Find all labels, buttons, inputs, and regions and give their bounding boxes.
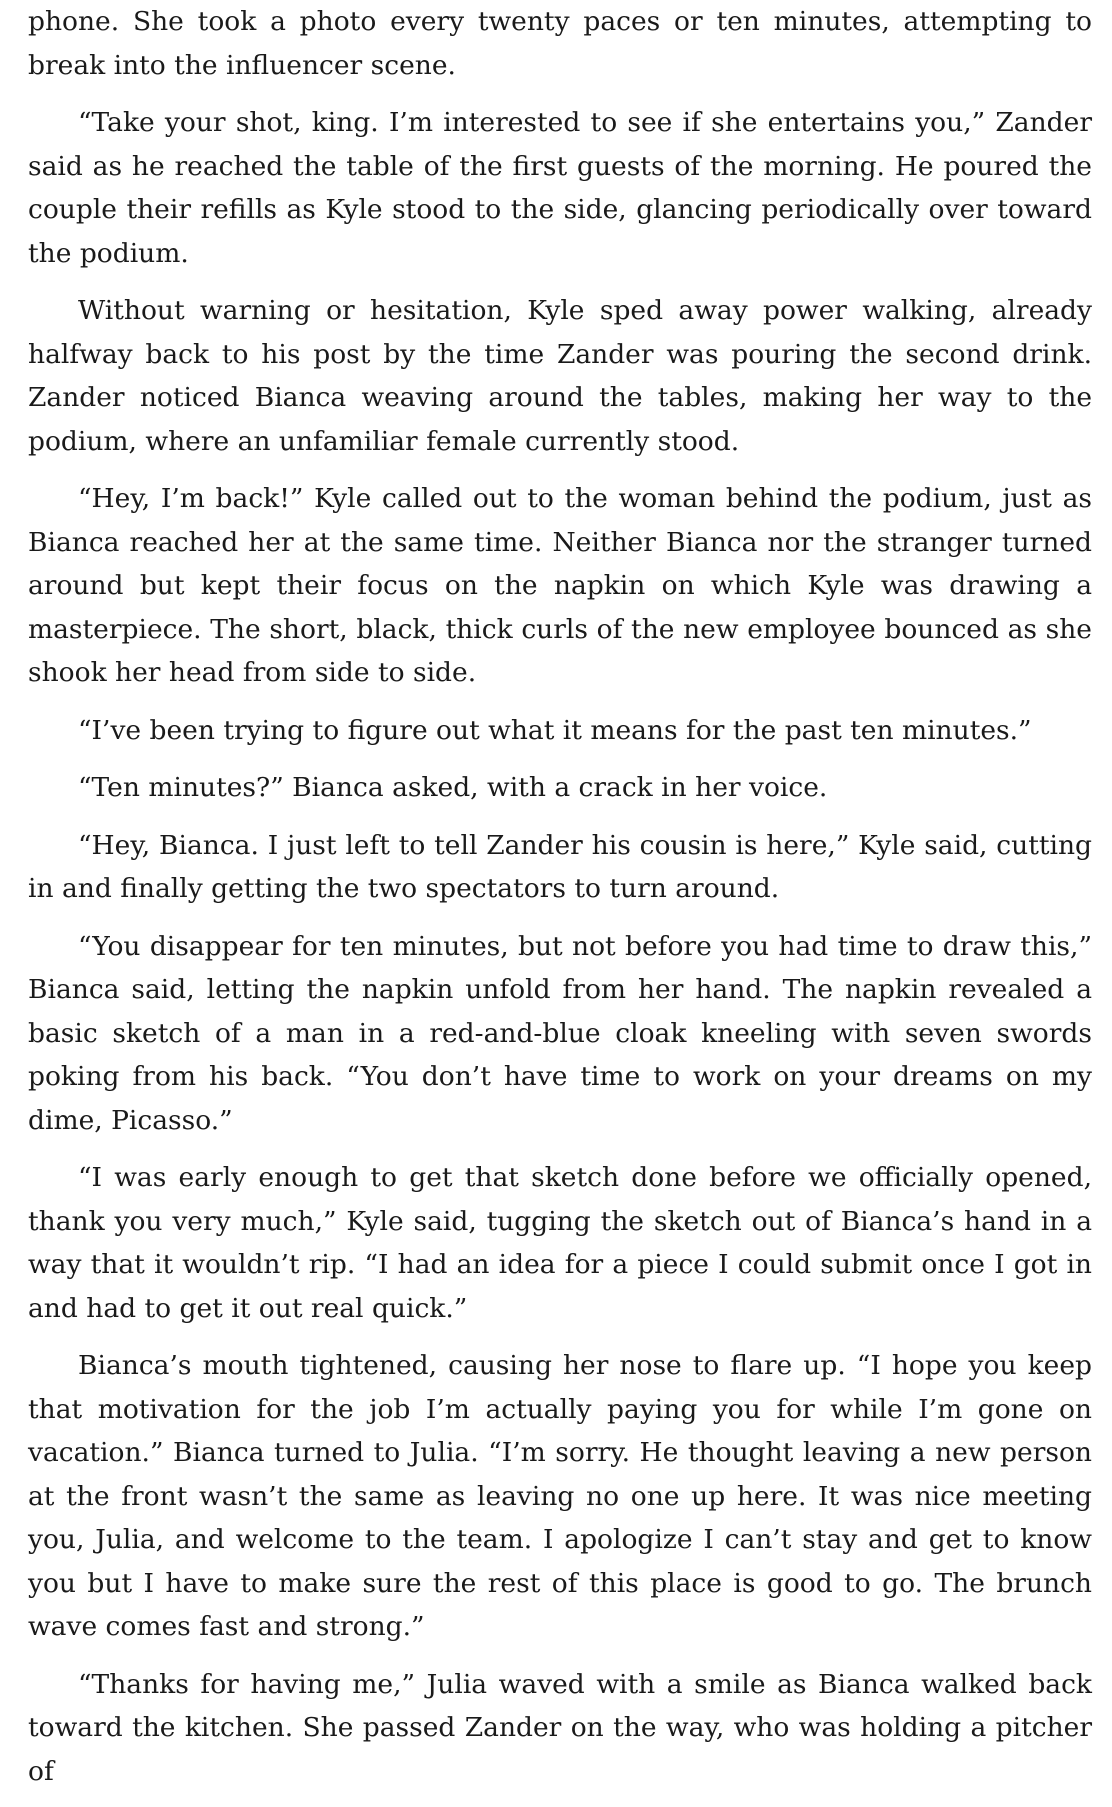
paragraph-8: “You disappear for ten minutes, but not before you had time to draw this,” Bianca said, letting the napkin unfold from her hand. The napkin revealed a basic sketch of a man in a red-and-blue cloak kneeling with seven swords poking from his back. “You don’t have time to work on your dreams on my dime, Picasso.” bbox=[28, 930, 1092, 1136]
paragraph-10: Bianca’s mouth tightened, causing her nose to flare up. “I hope you keep that motivation for the job I’m actually paying you for while I’m gone on vacation.” Bianca turned to Julia. “I’m sorry. He thought leaving a new person at the front wasn’t the same as leaving no one up here. It was nice meeting you, Julia, and welcome to the team. I apologize I can’t stay and get to know you but I have to make sure the rest of this place is good to go. The brunch wave comes fast and strong.” bbox=[28, 1350, 1092, 1642]
paragraph-3: Without warning or hesitation, Kyle sped away power walking, already halfway back to his post by the time Zander was pouring the second drink. Zander noticed Bianca weaving around the tables, making her way to the podium, where an unfamiliar female currently stood. bbox=[28, 295, 1092, 457]
paragraph-11: “Thanks for having me,” Julia waved with a smile as Bianca walked back toward the kitchen. She passed Zander on the way, who was holding a pitcher of bbox=[28, 1668, 1092, 1787]
paragraph-7: “Hey, Bianca. I just left to tell Zander his cousin is here,” Kyle said, cutting in and finally getting the two spectators to turn around. bbox=[28, 829, 1092, 904]
paragraph-2: “Take your shot, king. I’m interested to see if she entertains you,” Zander said as he reached the table of the first guests of the morning. He poured the couple their refills as Kyle stood to the side, glancing periodically over toward the podium. bbox=[28, 107, 1092, 269]
paragraph-9: “I was early enough to get that sketch done before we officially opened, thank you very much,” Kyle said, tugging the sketch out of Bianca’s hand in a way that it wouldn’t rip. “I had an idea for a piece I could submit once I got in and had to get it out real quick.” bbox=[28, 1162, 1092, 1324]
paragraph-1: phone. She took a photo every twenty paces or ten minutes, attempting to break into the influencer scene. bbox=[28, 6, 1092, 81]
paragraph-6: “Ten minutes?” Bianca asked, with a crack in her voice. bbox=[78, 772, 828, 803]
paragraph-5: “I’ve been trying to figure out what it means for the past ten minutes.” bbox=[78, 714, 1032, 746]
document-page bbox=[28, 0, 1092, 1807]
paragraph-4: “Hey, I’m back!” Kyle called out to the woman behind the podium, just as Bianca reached her at the same time. Neither Bianca nor the stranger turned around but kept their focus on the napkin on which Kyle was drawing a masterpiece. The short, black, thick curls of the new employee bounced as she shook her head from side to side. bbox=[28, 483, 1092, 688]
